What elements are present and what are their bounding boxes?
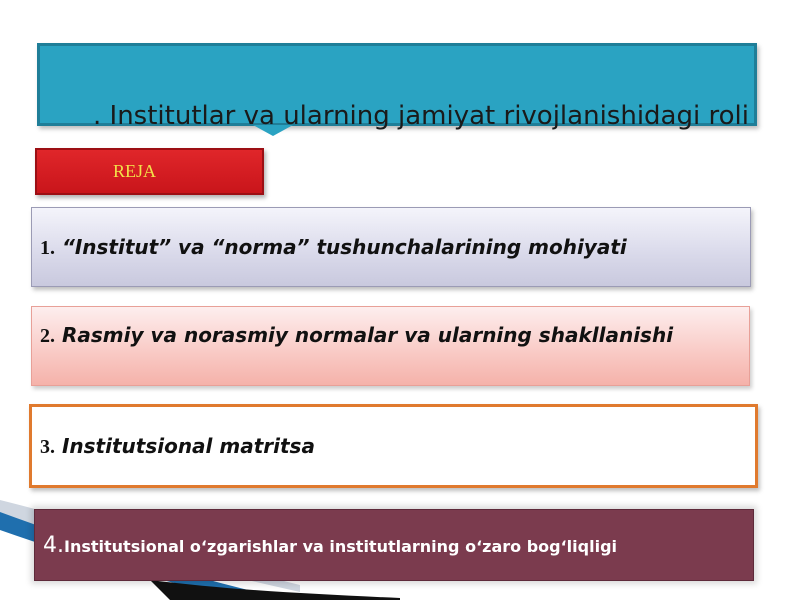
plan-item-2-number: 2. xyxy=(40,325,55,347)
plan-item-2 xyxy=(31,306,750,386)
plan-item-3 xyxy=(29,404,758,488)
plan-item-4 xyxy=(34,509,754,581)
plan-item-4-number: 4. xyxy=(43,532,64,558)
plan-item-3-number: 3. xyxy=(40,435,55,458)
plan-item-2-text: Rasmiy va norasmiy normalar va ularning shakllanishi xyxy=(55,323,674,347)
plan-item-4-text: Institutsional o‘zgarishlar va institutlarning o‘zaro bog‘liqligi xyxy=(64,536,618,556)
reja-label: REJA xyxy=(112,161,156,181)
plan-item-1-number: 1. xyxy=(40,236,55,259)
slide-title: . Institutlar va ularning jamiyat rivojlanishidagi roli xyxy=(93,101,749,131)
plan-item-1-text: “Institut” va “norma” tushunchalarining mohiyati xyxy=(55,234,627,259)
plan-item-3-text: Institutsional matritsa xyxy=(55,433,315,458)
plan-item-1 xyxy=(31,207,751,287)
reja-label-box xyxy=(35,148,264,195)
